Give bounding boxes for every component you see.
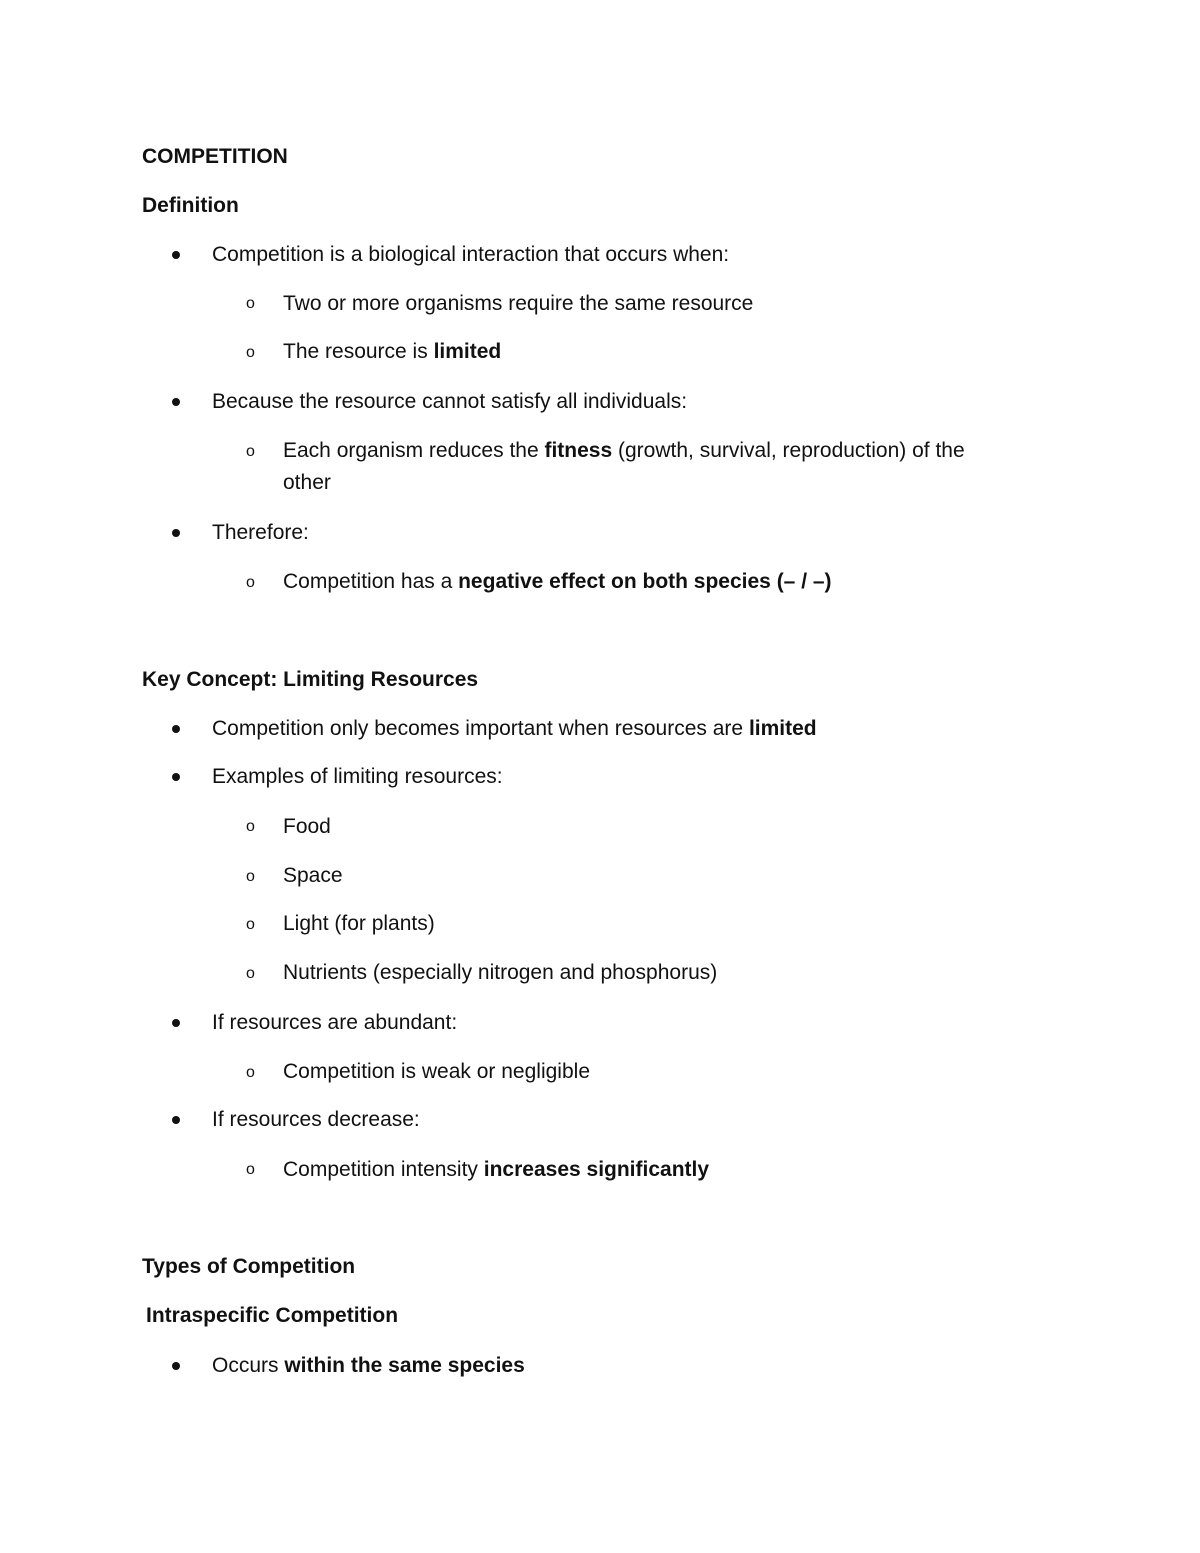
- bullet-icon: [172, 1116, 180, 1124]
- sub-list-item: Space: [283, 864, 343, 887]
- sub-bullet-icon: o: [246, 574, 255, 591]
- sub-list-item: The resource is limited: [283, 340, 502, 363]
- bullet-icon: [172, 398, 180, 406]
- sub-list-item: Competition intensity increases significantly: [283, 1158, 710, 1181]
- sub-bullet-icon: o: [246, 868, 255, 885]
- sub-bullet-icon: o: [246, 1064, 255, 1081]
- list-item: Therefore:: [212, 521, 309, 544]
- bullet-icon: [172, 1019, 180, 1027]
- emphasis: increases significantly: [483, 1158, 710, 1181]
- bullet-icon: [172, 529, 180, 537]
- section-heading-key-concept: Key Concept: Limiting Resources: [142, 668, 479, 691]
- sub-bullet-icon: o: [246, 344, 255, 361]
- sub-list-item: Each organism reduces the fitness (growth, survival, reproduction) of the: [283, 439, 965, 462]
- bullet-icon: [172, 1362, 180, 1370]
- emphasis: fitness: [544, 439, 613, 462]
- sub-bullet-icon: o: [246, 1161, 255, 1178]
- sub-bullet-icon: o: [246, 818, 255, 835]
- sub-list-item: Nutrients (especially nitrogen and phosphorus): [283, 961, 718, 984]
- emphasis: limited: [433, 340, 502, 363]
- section-heading-definition: Definition: [142, 194, 239, 217]
- list-item: Competition only becomes important when resources are limited: [212, 717, 817, 740]
- list-item: Occurs within the same species: [212, 1354, 525, 1377]
- sub-list-item: Food: [283, 815, 331, 838]
- subsection-heading-intraspecific: Intraspecific Competition: [146, 1304, 399, 1327]
- sub-list-item-continuation: other: [283, 471, 331, 494]
- bullet-icon: [172, 251, 180, 259]
- list-item: If resources decrease:: [212, 1108, 420, 1131]
- list-item: If resources are abundant:: [212, 1011, 458, 1034]
- emphasis: limited: [748, 717, 817, 740]
- sub-list-item: Competition has a negative effect on both species (– / –): [283, 570, 832, 593]
- emphasis: within the same species: [284, 1354, 525, 1377]
- section-heading-types: Types of Competition: [142, 1255, 356, 1278]
- list-item: Because the resource cannot satisfy all individuals:: [212, 390, 688, 413]
- sub-list-item: Competition is weak or negligible: [283, 1060, 590, 1083]
- bullet-icon: [172, 773, 180, 781]
- sub-list-item: Two or more organisms require the same resource: [283, 292, 754, 315]
- list-item: Examples of limiting resources:: [212, 765, 503, 788]
- page-title: COMPETITION: [142, 145, 288, 168]
- bullet-icon: [172, 725, 180, 733]
- sub-bullet-icon: o: [246, 295, 255, 312]
- sub-bullet-icon: o: [246, 965, 255, 982]
- list-item: Competition is a biological interaction that occurs when:: [212, 243, 730, 266]
- sub-bullet-icon: o: [246, 916, 255, 933]
- emphasis: negative effect on both species (– / –): [458, 570, 832, 593]
- sub-list-item: Light (for plants): [283, 912, 435, 935]
- sub-bullet-icon: o: [246, 443, 255, 460]
